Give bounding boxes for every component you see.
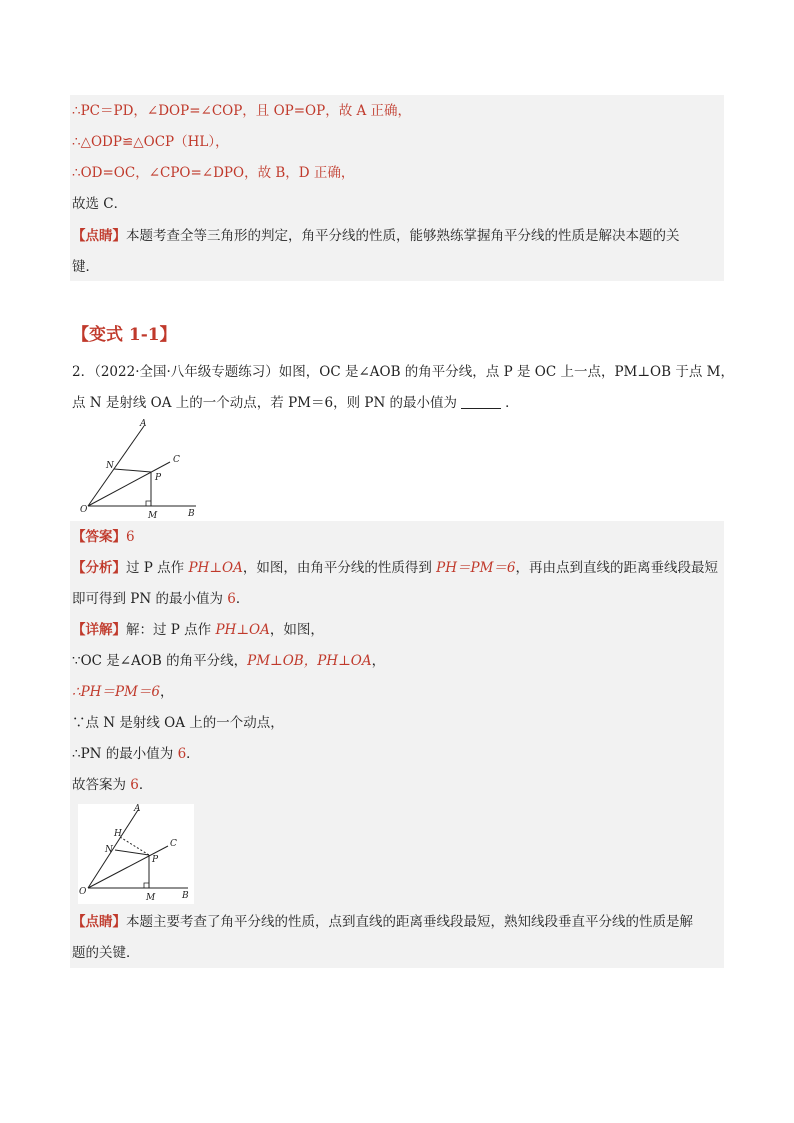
label-a: A — [140, 419, 147, 429]
detail-l3b: ， — [159, 684, 174, 700]
block1-line-2: ∴△ODP≌△OCP（HL）， — [72, 134, 229, 150]
dianjing-text: 本题考查全等三角形的判定，角平分线的性质，能够熟练掌握角平分线的性质是解决本题的关 — [126, 228, 680, 244]
analysis-t2: ，如图，由角平分线的性质得到 — [242, 560, 437, 576]
label-p: P — [152, 855, 159, 865]
detail-l2r: PM⊥OB，PH⊥OA — [247, 653, 372, 669]
detail-l1a: 解：过 P 点作 — [126, 622, 216, 638]
analysis-r1: PH⊥OA — [188, 560, 243, 576]
dianjing2-line-1 — [72, 912, 722, 932]
answer-blank — [461, 394, 501, 409]
detail-l5a: ∴PN 的最小值为 — [72, 746, 178, 762]
analysis-t1: 过 P 点作 — [126, 560, 189, 576]
detail-l1b: ，如图， — [269, 622, 324, 638]
label-c: C — [170, 839, 177, 849]
label-a: A — [134, 804, 141, 814]
analysis-l2b: ． — [235, 591, 250, 607]
dianjing2-label: 【点睛】 — [72, 914, 126, 930]
analysis-line-2 — [72, 589, 722, 609]
label-h: H — [114, 829, 122, 839]
detail-line-3 — [72, 682, 722, 702]
label-c: C — [173, 455, 180, 465]
detail-l1r: PH⊥OA — [215, 622, 270, 638]
detail-l5r: 6 — [177, 746, 187, 762]
label-n: N — [105, 845, 113, 855]
block1-dianjing-cont: 键． — [72, 259, 99, 275]
answer-value: 6 — [126, 529, 135, 545]
solution-block-1 — [70, 95, 724, 281]
label-b: B — [182, 891, 189, 901]
block1-line-1: ∴PC＝PD，∠DOP=∠COP，且 OP=OP，故 A 正确， — [72, 103, 412, 119]
analysis-t3: ，再由点到直线的距离垂线段最短 — [515, 560, 718, 576]
label-n: N — [106, 461, 114, 471]
detail-l2a: ∵OC 是∠AOB 的角平分线， — [72, 653, 248, 669]
block1-line-3: ∴OD=OC，∠CPO=∠DPO，故 B，D 正确， — [72, 165, 355, 181]
label-b: B — [188, 509, 195, 519]
detail-line-4: ∵点 N 是射线 OA 上的一个动点， — [72, 715, 284, 731]
detail-label: 【详解】 — [72, 622, 126, 638]
analysis-label: 【分析】 — [72, 560, 126, 576]
detail-line-1 — [72, 620, 722, 640]
question-line-1: 2．（2022·全国·八年级专题练习）如图，OC 是∠AOB 的角平分线，点 P 是 OC 上一点，PM⊥OB 于点 M， — [72, 364, 734, 380]
analysis-l2r: 6 — [227, 591, 236, 607]
label-p: P — [155, 473, 162, 483]
answer-label: 【答案】 — [72, 529, 126, 545]
block1-line-4: 故选 C． — [72, 196, 128, 212]
dianjing2-t1: 本题主要考查了角平分线的性质，点到直线的距离垂线段最短，熟知线段垂直平分线的性质是解 — [126, 914, 693, 930]
question-line-2 — [72, 393, 722, 413]
detail-line-6 — [72, 775, 722, 795]
figure-1 — [78, 418, 208, 522]
question-end: ． — [505, 395, 519, 411]
label-m: M — [148, 511, 158, 521]
analysis-line-1 — [72, 558, 722, 578]
block1-dianjing — [72, 226, 722, 246]
label-o: O — [80, 505, 88, 515]
detail-l3r: ∴PH＝PM＝6 — [72, 684, 160, 700]
detail-l5b: ． — [186, 746, 200, 762]
question-text: 点 N 是射线 OA 上的一个动点，若 PM＝6，则 PN 的最小值为 — [72, 395, 458, 411]
answer-line — [72, 527, 722, 547]
detail-line-2 — [72, 651, 722, 671]
analysis-l2a: 即可得到 PN 的最小值为 — [72, 591, 228, 607]
analysis-r2: PH＝PM＝6 — [436, 560, 516, 576]
dianjing-label: 【点睛】 — [72, 228, 126, 244]
figure-2 — [78, 804, 194, 904]
label-o: O — [79, 887, 87, 897]
detail-l2b: ， — [371, 653, 386, 669]
detail-l6a: 故答案为 — [72, 777, 131, 793]
label-m: M — [146, 893, 156, 903]
detail-l6r: 6 — [130, 777, 139, 793]
detail-l6b: ． — [138, 777, 153, 793]
detail-line-5 — [72, 744, 722, 764]
dianjing2-line-2: 题的关键． — [72, 945, 140, 961]
section-heading: 【变式 1-1】 — [72, 325, 177, 345]
